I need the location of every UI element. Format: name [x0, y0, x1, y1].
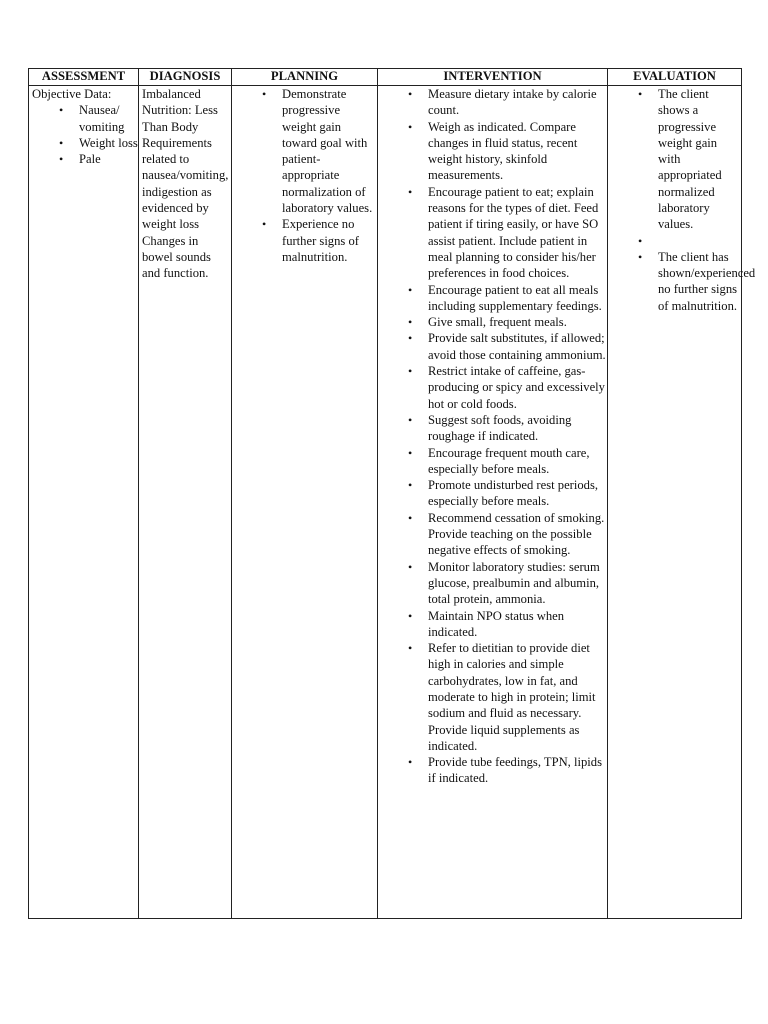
- intervention-item: • Promote undisturbed rest periods, especially before meals.: [428, 477, 607, 510]
- diagnosis-text: Imbalanced Nutrition: Less Than Body Requirements related to nausea/vomiting, indigestion as evidenced by weight loss Changes in bowel sounds and function.: [142, 87, 229, 281]
- intervention-item: • Suggest soft foods, avoiding roughage if indicated.: [428, 412, 607, 445]
- header-evaluation: EVALUATION: [608, 69, 742, 86]
- intervention-item: • Encourage frequent mouth care, especially before meals.: [428, 445, 607, 478]
- intervention-cell: [378, 86, 608, 919]
- diagnosis-cell: [139, 86, 232, 919]
- evaluation-spacer: [658, 233, 741, 249]
- header-row: [29, 69, 742, 86]
- intervention-item: • Measure dietary intake by calorie count.: [428, 86, 607, 119]
- header-assessment: ASSESSMENT: [29, 69, 139, 86]
- assessment-label: Objective Data:: [32, 87, 112, 101]
- intervention-item: • Recommend cessation of smoking. Provide teaching on the possible negative effects of smoking.: [428, 510, 607, 559]
- intervention-item: • Encourage patient to eat; explain reasons for the types of diet. Feed patient if tiring easily, or have SO assist patient. Include patient in meal planning to consider his/her preferences in food choices.: [428, 184, 607, 282]
- intervention-item: • Restrict intake of caffeine, gas-producing or spicy and excessively hot or cold foods.: [428, 363, 607, 412]
- evaluation-list: [611, 86, 756, 314]
- header-diagnosis: DIAGNOSIS: [139, 69, 232, 86]
- evaluation-item: • The client shows a progressive weight gain with appropriated normalized laboratory values.: [658, 86, 741, 233]
- evaluation-item: • The client has shown/experienced no further signs of malnutrition.: [658, 249, 741, 314]
- header-intervention: INTERVENTION: [378, 69, 608, 86]
- header-planning: PLANNING: [232, 69, 378, 86]
- assessment-list: [32, 102, 138, 167]
- content-row: [29, 86, 742, 919]
- intervention-item: • Encourage patient to eat all meals including supplementary feedings.: [428, 282, 607, 315]
- intervention-item: • Monitor laboratory studies: serum glucose, prealbumin and albumin, total protein, ammonia.: [428, 559, 607, 608]
- planning-item: • Experience no further signs of malnutrition.: [282, 216, 377, 265]
- planning-item: • Demonstrate progressive weight gain toward goal with patient-appropriate normalization of laboratory values.: [282, 86, 377, 216]
- planning-list: [235, 86, 377, 265]
- assessment-cell: [29, 86, 139, 919]
- nursing-care-plan-table: [28, 68, 756, 919]
- intervention-item: • Refer to dietitian to provide diet high in calories and simple carbohydrates, low in fat, and moderate to high in protein; limit sodium and fluid as necessary. Provide liquid supplements as indicated.: [428, 640, 607, 754]
- assessment-item: • Pale: [79, 151, 138, 167]
- assessment-item: • Nausea/ vomiting: [79, 102, 138, 135]
- planning-cell: [232, 86, 378, 919]
- intervention-item: • Give small, frequent meals.: [428, 314, 607, 330]
- assessment-item: • Weight loss: [79, 135, 138, 151]
- intervention-item: • Weigh as indicated. Compare changes in fluid status, recent weight history, skinfold measurements.: [428, 119, 607, 184]
- intervention-item: • Maintain NPO status when indicated.: [428, 608, 607, 641]
- evaluation-cell: [608, 86, 756, 919]
- intervention-item: • Provide tube feedings, TPN, lipids if indicated.: [428, 754, 607, 787]
- intervention-item: • Provide salt substitutes, if allowed; avoid those containing ammonium.: [428, 330, 607, 363]
- intervention-list: [381, 86, 607, 787]
